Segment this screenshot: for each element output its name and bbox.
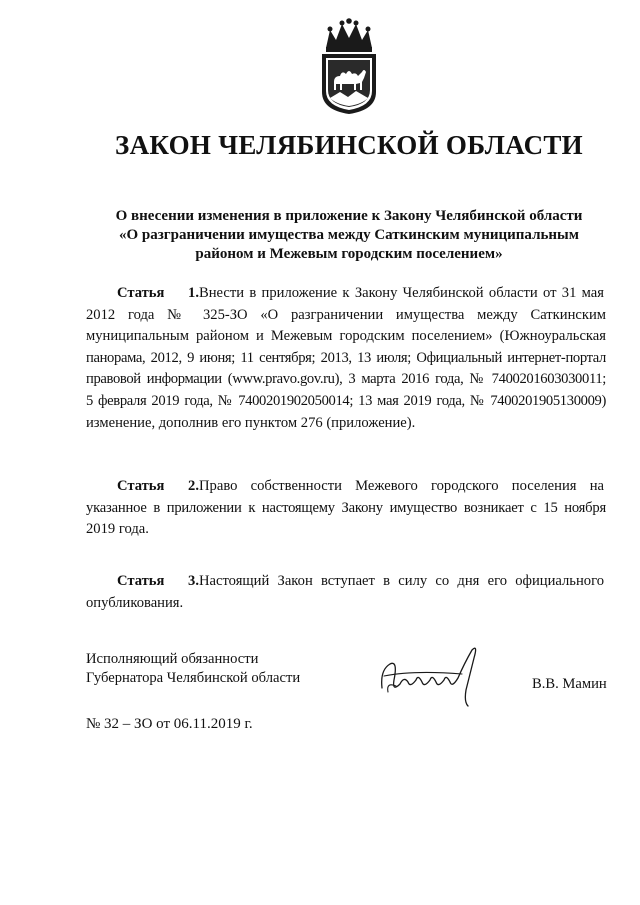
article-line: опубликования. bbox=[86, 594, 184, 611]
article-label: Статья 2. bbox=[117, 478, 199, 494]
article-line bbox=[86, 571, 606, 593]
article-line bbox=[86, 283, 606, 305]
subtitle-line: районом и Межевым городским поселением» bbox=[195, 246, 503, 262]
subtitle-line: «О разграничении имущества между Саткинским муниципальным bbox=[119, 227, 579, 243]
document-subtitle bbox=[0, 207, 640, 264]
article-line: панорама, 2012, 9 июня; 11 сентября; 2013, 13 июля; Официальный интернет-портал bbox=[86, 349, 606, 366]
article-line: 2012 года № 325-ЗО «О разграничении имущества между Саткинским bbox=[86, 306, 606, 323]
handwritten-signature bbox=[374, 640, 492, 710]
article-line: 5 февраля 2019 года, № 7400201902050014; 13 мая 2019 года, № 7400201905130009) bbox=[86, 392, 606, 409]
article-line: изменение, дополнив его пунктом 276 (приложение). bbox=[86, 414, 416, 431]
article-line: указанное в приложении к настоящему Закону имущество возникает с 15 ноября bbox=[86, 499, 606, 516]
coat-of-arms-emblem bbox=[316, 18, 382, 116]
article-text: Внести в приложение к Закону Челябинской области от 31 мая bbox=[199, 285, 604, 301]
article-line: 2019 года. bbox=[86, 521, 149, 538]
article-text: Право собственности Межевого городского поселения на bbox=[199, 478, 604, 494]
article-text: Настоящий Закон вступает в силу со дня его официального bbox=[199, 573, 604, 589]
subtitle-line: О внесении изменения в приложение к Закону Челябинской области bbox=[115, 208, 583, 224]
signer-name: В.В. Мамин bbox=[532, 676, 607, 692]
signer-title-line: Исполняющий обязанности bbox=[86, 651, 259, 667]
article-2 bbox=[86, 476, 606, 541]
document-title: ЗАКОН ЧЕЛЯБИНСКОЙ ОБЛАСТИ bbox=[115, 130, 583, 160]
article-line bbox=[86, 476, 606, 498]
article-label: Статья 3. bbox=[117, 573, 199, 589]
signer-title-line: Губернатора Челябинской области bbox=[86, 670, 301, 686]
article-1 bbox=[86, 283, 606, 434]
law-number: № 32 – ЗО от 06.11.2019 г. bbox=[86, 716, 253, 732]
article-label: Статья 1. bbox=[117, 285, 199, 301]
article-3 bbox=[86, 571, 606, 614]
signer-title bbox=[86, 650, 300, 688]
article-line: муниципальным районом и Межевым городским поселением» (Южноуральская bbox=[86, 328, 606, 345]
article-line: правовой информации (www.pravo.gov.ru), 3 марта 2016 года, № 7400201603030011; bbox=[86, 371, 606, 388]
